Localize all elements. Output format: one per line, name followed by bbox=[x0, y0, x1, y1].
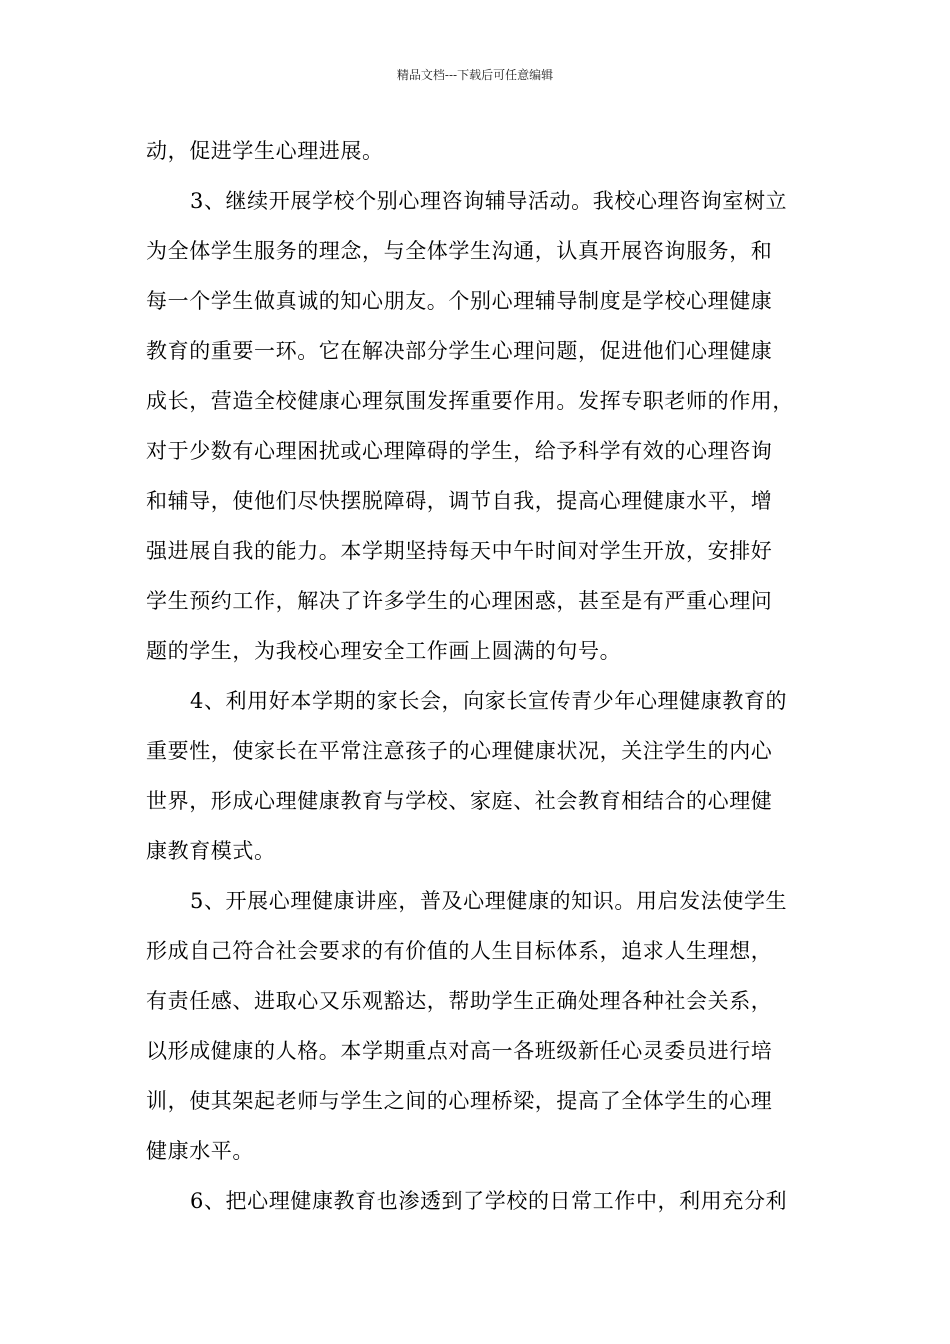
text-line: 对于少数有心理困扰或心理障碍的学生，给予科学有效的心理咨询 bbox=[146, 439, 773, 463]
text-line: 题的学生，为我校心理安全工作画上圆满的句号。 bbox=[146, 639, 622, 663]
text-line: 训，使其架起老师与学生之间的心理桥梁，提高了全体学生的心理 bbox=[146, 1089, 773, 1113]
text-line: 每一个学生做真诚的知心朋友。个别心理辅导制度是学校心理健康 bbox=[146, 289, 773, 313]
text-line: 动，促进学生心理进展。 bbox=[146, 139, 384, 163]
text-line: 和辅导，使他们尽快摆脱障碍，调节自我，提高心理健康水平，增 bbox=[146, 489, 773, 513]
text-line: 教育的重要一环。它在解决部分学生心理问题，促进他们心理健康 bbox=[146, 339, 773, 363]
text-line: 强进展自我的能力。本学期坚持每天中午时间对学生开放，安排好 bbox=[146, 539, 773, 563]
paragraph-first-line: 5、开展心理健康讲座，普及心理健康的知识。用启发法使学生 bbox=[190, 889, 788, 913]
text-line: 为全体学生服务的理念，与全体学生沟通，认真开展咨询服务，和 bbox=[146, 239, 773, 263]
document-body bbox=[146, 126, 816, 1226]
text-line: 有责任感、进取心又乐观豁达，帮助学生正确处理各种社会关系， bbox=[146, 989, 773, 1013]
paragraph-first-line: 6、把心理健康教育也渗透到了学校的日常工作中，利用充分利 bbox=[190, 1189, 788, 1213]
page-header: 精品文档---下载后可任意编辑 bbox=[396, 68, 554, 82]
paragraph-first-line: 3、继续开展学校个别心理咨询辅导活动。我校心理咨询室树立 bbox=[190, 189, 788, 213]
text-line: 形成自己符合社会要求的有价值的人生目标体系，追求人生理想， bbox=[146, 939, 773, 963]
text-line: 健康水平。 bbox=[146, 1139, 254, 1163]
text-line: 学生预约工作，解决了许多学生的心理困惑，甚至是有严重心理问 bbox=[146, 589, 773, 613]
text-line: 康教育模式。 bbox=[146, 839, 276, 863]
text-line: 以形成健康的人格。本学期重点对高一各班级新任心灵委员进行培 bbox=[146, 1039, 773, 1063]
paragraph-first-line: 4、利用好本学期的家长会，向家长宣传青少年心理健康教育的 bbox=[190, 689, 788, 713]
text-line: 世界，形成心理健康教育与学校、家庭、社会教育相结合的心理健 bbox=[146, 789, 773, 813]
text-line: 成长，营造全校健康心理氛围发挥重要作用。发挥专职老师的作用， bbox=[146, 389, 794, 413]
text-line: 重要性，使家长在平常注意孩子的心理健康状况，关注学生的内心 bbox=[146, 739, 773, 763]
